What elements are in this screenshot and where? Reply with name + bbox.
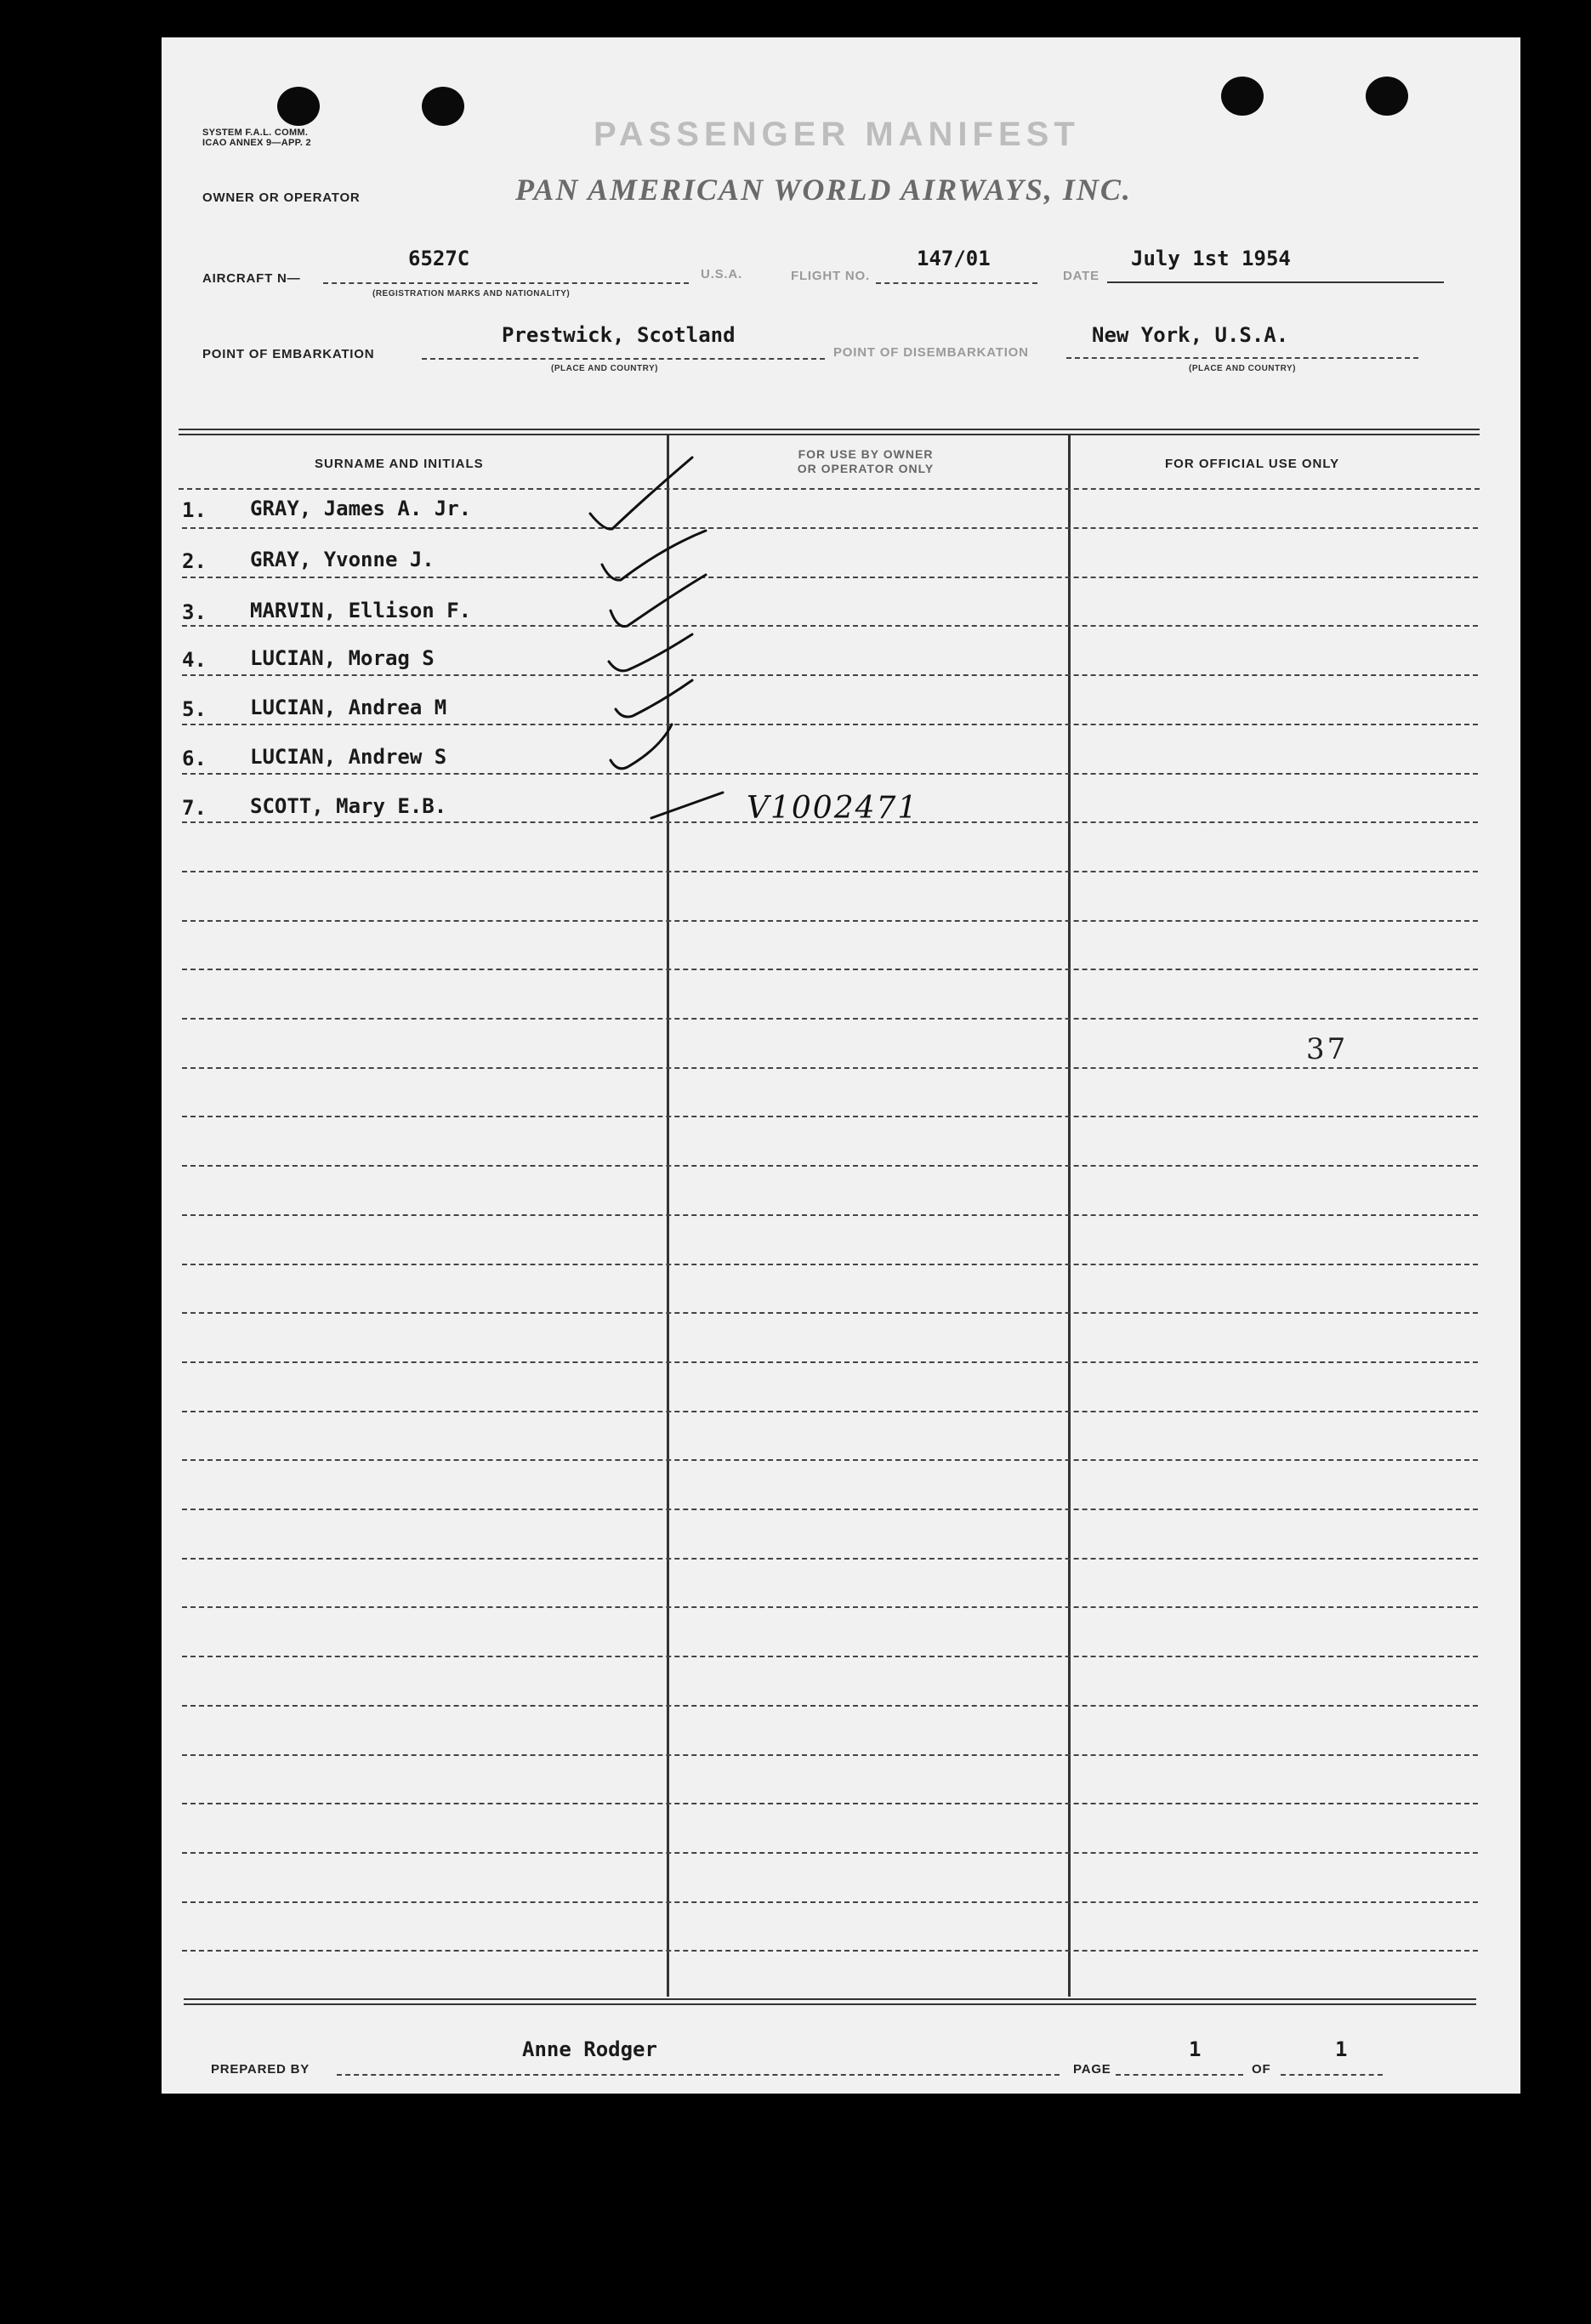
page-value: 1 bbox=[1189, 2037, 1202, 2061]
disembarkation-label: POINT OF DISEMBARKATION bbox=[833, 345, 1029, 360]
passenger-number: 3. bbox=[182, 600, 207, 624]
owner-use-header-line1: FOR USE BY OWNER bbox=[798, 447, 934, 461]
of-value: 1 bbox=[1335, 2037, 1348, 2061]
aircraft-label: AIRCRAFT N— bbox=[202, 271, 301, 286]
check-mark-icon bbox=[611, 724, 672, 769]
passenger-number: 6. bbox=[182, 747, 207, 770]
form-ref-line1: SYSTEM F.A.L. COMM. bbox=[202, 128, 309, 138]
check-mark-icon bbox=[611, 575, 706, 627]
page-label: PAGE bbox=[1073, 2062, 1111, 2077]
passenger-number: 4. bbox=[182, 648, 207, 672]
owner-operator-value: PAN AMERICAN WORLD AIRWAYS, INC. bbox=[515, 173, 1132, 207]
table-bottom-border bbox=[184, 1998, 1476, 2000]
prepared-by-value: Anne Rodger bbox=[522, 2037, 657, 2061]
official-use-header: FOR OFFICIAL USE ONLY bbox=[1165, 457, 1340, 471]
embarkation-value: Prestwick, Scotland bbox=[502, 323, 736, 347]
of-line bbox=[1281, 2074, 1383, 2076]
check-mark-icon bbox=[590, 457, 692, 529]
passenger-name: MARVIN, Ellison F. bbox=[250, 599, 472, 622]
aircraft-value: 6527C bbox=[408, 247, 470, 270]
passenger-name: LUCIAN, Andrew S bbox=[250, 745, 447, 769]
surname-header: SURNAME AND INITIALS bbox=[315, 457, 484, 471]
handwritten-note: V1002471 bbox=[747, 791, 919, 826]
registration-sublabel: (REGISTRATION MARKS AND NATIONALITY) bbox=[372, 289, 571, 298]
disembarkation-sublabel: (PLACE AND COUNTRY) bbox=[1189, 364, 1296, 373]
passenger-number: 7. bbox=[182, 796, 207, 820]
embarkation-sublabel: (PLACE AND COUNTRY) bbox=[551, 364, 658, 373]
passenger-name: SCOTT, Mary E.B. bbox=[250, 794, 447, 818]
passenger-number: 5. bbox=[182, 697, 207, 721]
check-mark-icon bbox=[602, 531, 706, 580]
of-label: OF bbox=[1252, 2062, 1271, 2077]
passenger-name: GRAY, Yvonne J. bbox=[250, 548, 435, 571]
manifest-sheet bbox=[162, 37, 1520, 2094]
passenger-number: 1. bbox=[182, 498, 207, 522]
page-line bbox=[1116, 2074, 1243, 2076]
owner-operator-label: OWNER OR OPERATOR bbox=[202, 190, 361, 205]
passenger-name: LUCIAN, Andrea M bbox=[250, 696, 447, 719]
prepared-by-line bbox=[337, 2074, 1060, 2076]
flight-value: 147/01 bbox=[917, 247, 991, 270]
flight-label: FLIGHT NO. bbox=[791, 269, 870, 283]
date-label: DATE bbox=[1063, 269, 1099, 283]
slash-mark-icon bbox=[651, 793, 723, 818]
table-bottom-border-2 bbox=[184, 2003, 1476, 2005]
owner-use-header-line2: OR OPERATOR ONLY bbox=[797, 462, 935, 475]
form-ref-line2: ICAO ANNEX 9—APP. 2 bbox=[202, 138, 311, 148]
passenger-name: LUCIAN, Morag S bbox=[250, 646, 435, 670]
check-mark-icon bbox=[616, 680, 692, 717]
check-mark-icon bbox=[609, 634, 692, 671]
date-value: July 1st 1954 bbox=[1131, 247, 1291, 270]
disembarkation-value: New York, U.S.A. bbox=[1092, 323, 1289, 347]
prepared-by-label: PREPARED BY bbox=[211, 2062, 310, 2077]
form-title: PASSENGER MANIFEST bbox=[594, 116, 1080, 153]
country-label: U.S.A. bbox=[701, 267, 742, 281]
passenger-name: GRAY, James A. Jr. bbox=[250, 497, 472, 520]
passenger-number: 2. bbox=[182, 549, 207, 573]
official-stamp-number: 37 bbox=[1306, 1032, 1349, 1066]
embarkation-label: POINT OF EMBARKATION bbox=[202, 347, 375, 361]
